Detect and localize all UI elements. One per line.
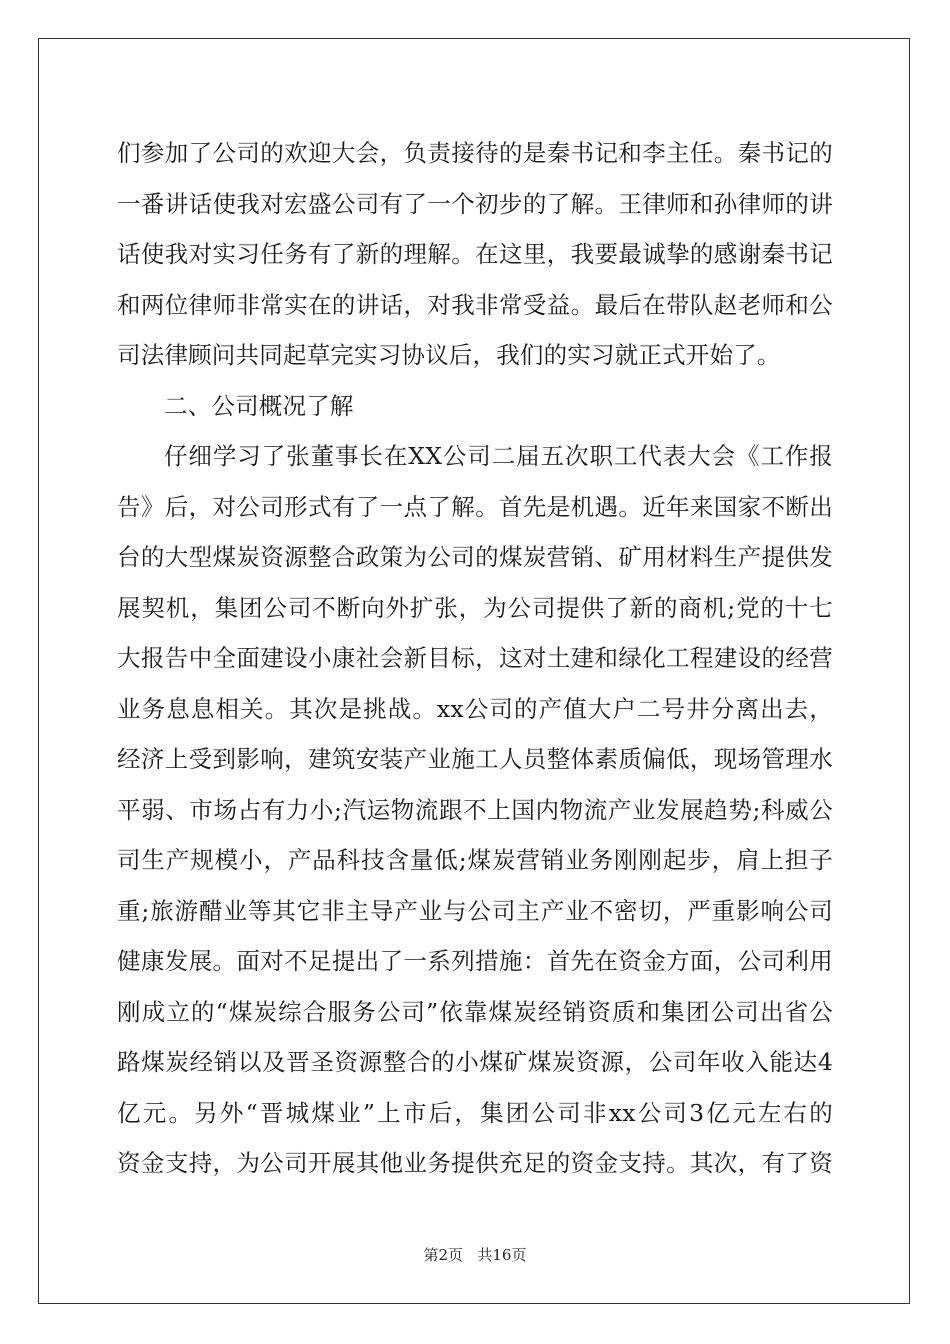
paragraph-line: 司生产规模小，产品科技含量低;煤炭营销业务刚刚起步，肩上担子: [117, 846, 833, 874]
paragraph-line: 健康发展。面对不足提出了一系列措施：首先在资金方面，公司利用: [117, 947, 833, 975]
paragraph-line: 一番讲话使我对宏盛公司有了一个初步的了解。王律师和孙律师的讲: [117, 189, 833, 218]
paragraph-line: 刚成立的“煤炭综合服务公司”依靠煤炭经销资质和集团公司出省公: [117, 997, 833, 1026]
paragraph-line: 大报告中全面建设小康社会新目标，这对土建和绿化工程建设的经营: [117, 644, 833, 672]
paragraph-line: 亿元。另外“晋城煤业”上市后，集团公司非xx公司3亿元左右的: [117, 1098, 833, 1127]
paragraph-line: 展契机，集团公司不断向外扩张，为公司提供了新的商机;党的十七: [117, 593, 833, 622]
paragraph-line: 资金支持，为公司开展其他业务提供充足的资金支持。其次，有了资: [117, 1149, 833, 1177]
paragraph-line: 话使我对实习任务有了新的理解。在这里，我要最诚挚的感谢秦书记: [117, 240, 833, 268]
paragraph-line: 台的大型煤炭资源整合政策为公司的煤炭营销、矿用材料生产提供发: [117, 543, 833, 571]
page-number: 第2页: [423, 1246, 464, 1264]
paragraph-line: 业务息息相关。其次是挑战。xx公司的产值大户二号井分离出去，: [117, 694, 833, 723]
paragraph-line: 重;旅游醋业等其它非主导产业与公司主产业不密切，严重影响公司: [117, 896, 833, 925]
paragraph-line: 平弱、市场占有力小;汽运物流跟不上国内物流产业发展趋势;科威公: [117, 795, 833, 824]
section-heading: 二、公司概况了解: [164, 391, 354, 420]
paragraph-line: 们参加了公司的欢迎大会，负责接待的是秦书记和李主任。秦书记的: [117, 139, 833, 167]
paragraph-line: 和两位律师非常实在的讲话，对我非常受益。最后在带队赵老师和公: [117, 290, 833, 319]
document-body: [117, 128, 833, 1189]
paragraph-line: 经济上受到影响，建筑安装产业施工人员整体素质偏低，现场管理水: [117, 745, 833, 773]
page-total: 共16页: [477, 1246, 527, 1264]
paragraph-line: 告》后，对公司形式有了一点了解。首先是机遇。近年来国家不断出: [117, 492, 833, 521]
paragraph-line: 仔细学习了张董事长在XX公司二届五次职工代表大会《工作报: [164, 442, 833, 470]
page-footer: [0, 1244, 950, 1265]
paragraph-line: 司法律顾问共同起草完实习协议后，我们的实习就正式开始了。: [117, 341, 781, 369]
paragraph-line: 路煤炭经销以及晋圣资源整合的小煤矿煤炭资源，公司年收入能达4: [117, 1048, 833, 1076]
